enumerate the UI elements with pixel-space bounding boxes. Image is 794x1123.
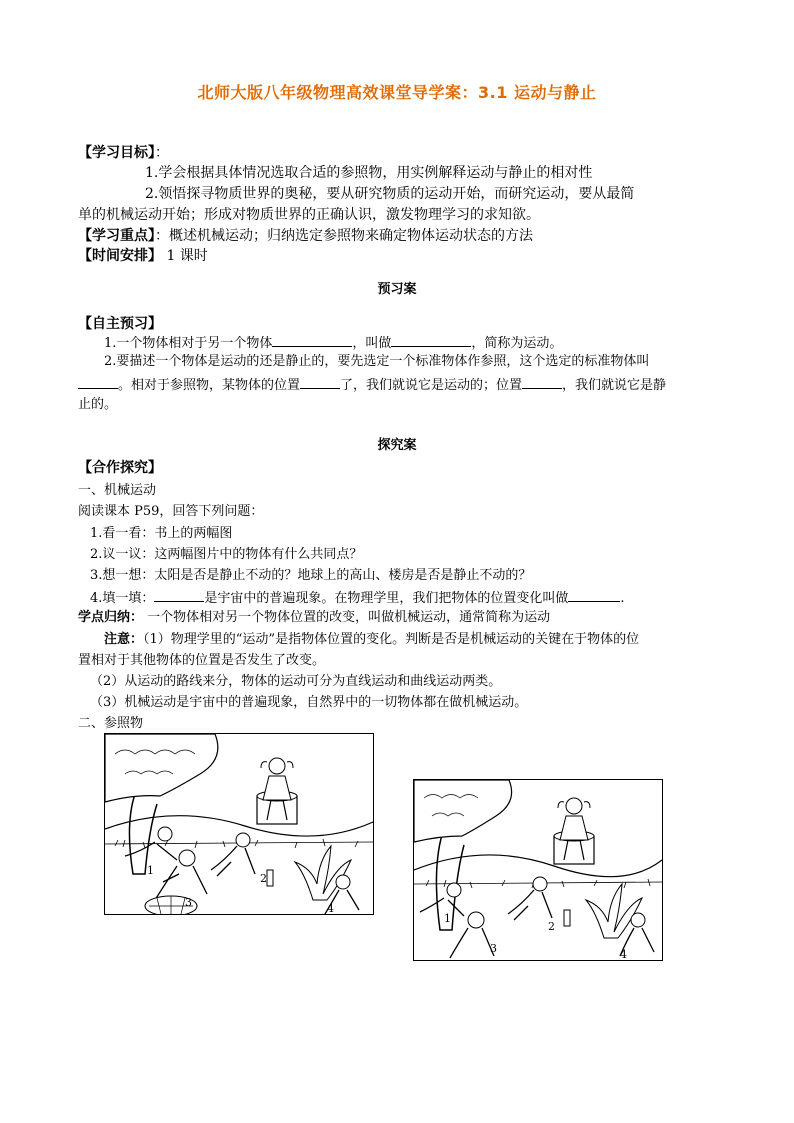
note-1-line1 <box>104 630 639 650</box>
explore-q4-blank-2[interactable] <box>568 587 620 602</box>
explore-q2: 2.议一议：这两幅图片中的物体有什么共同点？ <box>90 547 363 562</box>
note-heading: 注意： <box>104 632 144 647</box>
preview-q2-text-a: 。相对于参照物，某物体的位置 <box>118 378 301 393</box>
preview-q1-text-b: ，叫做 <box>352 336 392 351</box>
explore-q3: 3.想一想：太阳是否是静止不动的？地球上的高山、楼房是否是静止不动的？ <box>90 568 532 583</box>
explore-q4-text-a: 4.填一填： <box>90 591 155 606</box>
preview-q2-line3: 止的。 <box>78 397 118 412</box>
summary-text: 一个物体相对另一个物体位置的改变，叫做机械运动，通常简称为运动 <box>143 610 551 625</box>
objectives-heading-line <box>78 143 169 163</box>
explore-heading: 【合作探究】 <box>78 460 162 476</box>
figure-right-label-4: 4 <box>620 948 627 960</box>
schedule-text: 1 课时 <box>162 248 208 264</box>
figure-left-label-2: 2 <box>260 872 267 885</box>
summary-heading: 学点归纳： <box>78 610 144 625</box>
explore-q4-text-b: 是宇宙中的普遍现象。在物理学里，我们把物体的位置变化叫做 <box>204 591 569 606</box>
explore-q4-blank-1[interactable] <box>154 587 204 602</box>
preview-q2-text-c: ，我们就说它是静 <box>562 378 667 393</box>
reference-figure-left <box>104 733 374 915</box>
reference-figure-right <box>413 779 663 961</box>
preview-q2-line1: 2.要描述一个物体是运动的还是静止的，要先选定一个标准物体作参照，这个选定的标准物体叫 <box>104 354 650 369</box>
preview-q2-blank-2[interactable] <box>300 374 340 389</box>
preview-q2-blank-1[interactable] <box>78 374 118 389</box>
schedule-line <box>78 246 208 266</box>
explore-q4-text-c: . <box>620 591 625 606</box>
explore-section-title: 探究案 <box>377 438 417 453</box>
note-1-text: （1）物理学里的“运动”是指物体位置的变化。判断是否是机械运动的关键在于物体的位 <box>143 632 640 647</box>
note-1-line2: 置相对于其他物体的位置是否发生了改变。 <box>78 653 326 668</box>
note-2: （2）从运动的路线来分，物体的运动可分为直线运动和曲线运动两类。 <box>90 674 502 689</box>
keypoints-text: ：概述机械运动；归纳选定参照物来确定物体运动状态的方法 <box>155 228 533 244</box>
schedule-heading: 【时间安排】 <box>78 248 162 264</box>
park-scene-illustration-left <box>105 734 373 914</box>
explore-q1: 1.看一看：书上的两幅图 <box>90 526 233 541</box>
figure-left-label-4: 4 <box>327 902 334 914</box>
explore-part2-title: 二、参照物 <box>78 716 144 731</box>
summary-line <box>78 608 550 628</box>
park-scene-illustration-right <box>414 780 662 960</box>
figure-right-label-3: 3 <box>490 942 497 955</box>
keypoints-line <box>78 226 533 246</box>
objective-item-1: 1.学会根据具体情况选取合适的参照物，用实例解释运动与静止的相对性 <box>145 165 593 181</box>
preview-q1-blank-2[interactable] <box>391 332 471 347</box>
preview-q2-line2 <box>78 374 666 396</box>
figure-right-label-1: 1 <box>444 912 451 925</box>
figure-right-label-2: 2 <box>548 920 555 933</box>
preview-q1-text-c: ，简称为运动。 <box>471 336 563 351</box>
explore-part1-title: 一、机械运动 <box>78 483 157 498</box>
note-3: （3）机械运动是宇宙中的普遍现象，自然界中的一切物体都在做机械运动。 <box>90 695 528 710</box>
objectives-heading: 【学习目标】 <box>78 145 155 161</box>
figure-left-label-3: 3 <box>185 896 192 909</box>
preview-q2-text-b: 了，我们就说它是运动的；位置 <box>340 378 523 393</box>
preview-q1-text-a: 1.一个物体相对于另一个物体 <box>104 336 273 351</box>
figure-left-label-1: 1 <box>147 864 154 877</box>
objectives-colon: ： <box>155 145 169 161</box>
preview-q2-blank-3[interactable] <box>522 374 562 389</box>
preview-heading: 【自主预习】 <box>78 316 162 332</box>
preview-q1-blank-1[interactable] <box>272 332 352 347</box>
keypoints-heading: 【学习重点】 <box>78 228 155 244</box>
preview-q1 <box>104 332 562 354</box>
preview-section-title: 预习案 <box>377 282 417 297</box>
explore-intro: 阅读课本 P59，回答下列问题： <box>78 504 264 519</box>
objective-item-2-line1: 2.领悟探寻物质世界的奥秘，要从研究物质的运动开始，而研究运动，要从最简 <box>145 186 635 202</box>
page-title: 北师大版八年级物理高效课堂导学案：3.1 运动与静止 <box>197 83 597 102</box>
explore-q4 <box>90 587 625 609</box>
objective-item-2-line2: 单的机械运动开始；形成对物质世界的正确认识，激发物理学习的求知欲。 <box>78 207 540 223</box>
